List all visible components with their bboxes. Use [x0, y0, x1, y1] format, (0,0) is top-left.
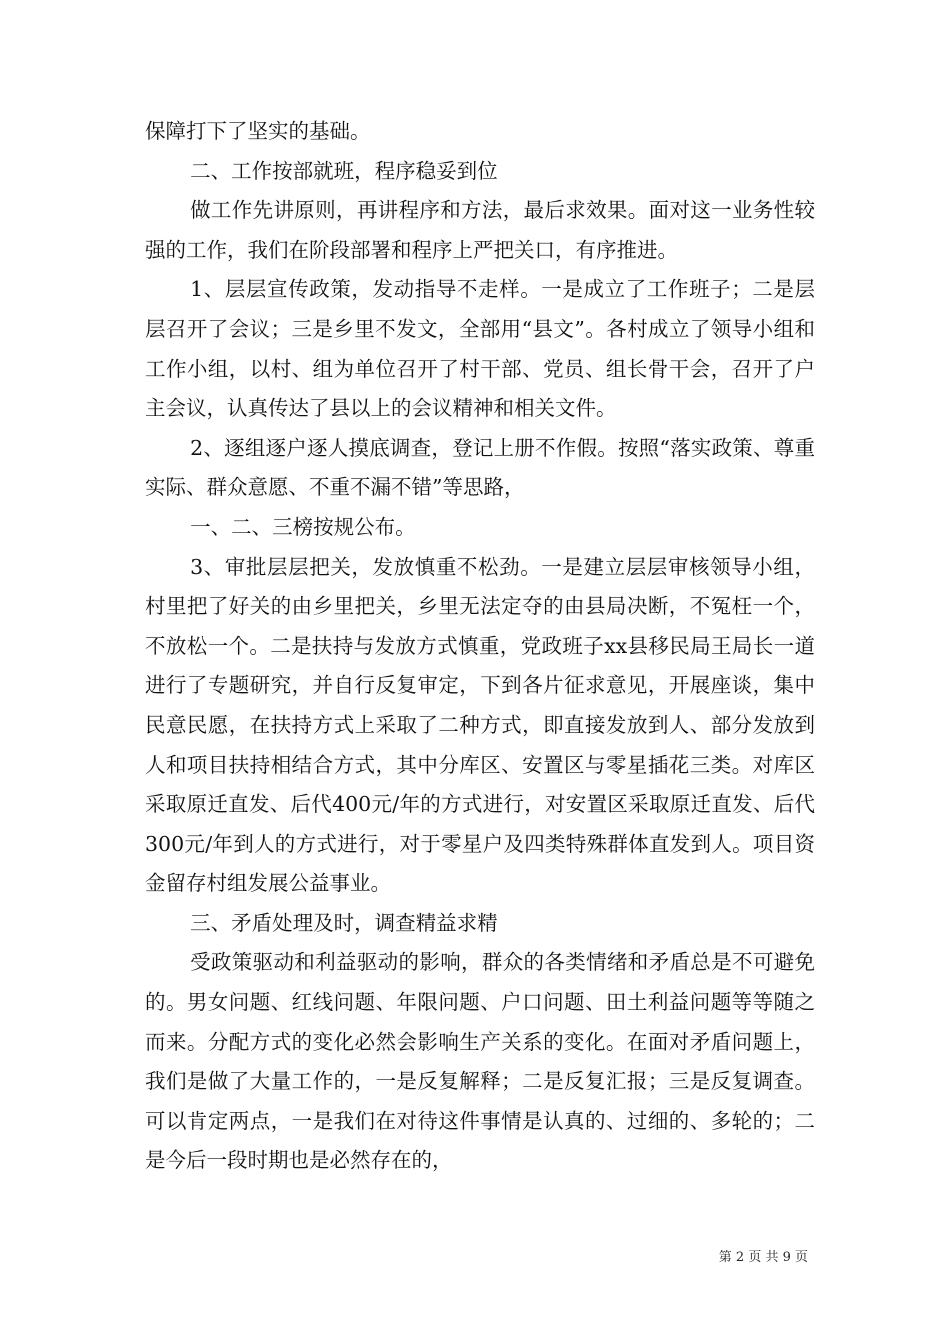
paragraph-5: 2、逐组逐户逐人摸底调查，登记上册不作假。按照“落实政策、尊重实际、群众意愿、不重不漏不错”等思路， — [145, 435, 815, 500]
section-heading-2: 二、工作按部就班，程序稳妥到位 — [190, 158, 498, 183]
page-number: 第 2 页 共 9 页 — [718, 1250, 808, 1265]
paragraph-6: 一、二、三榜按规公布。 — [190, 514, 416, 539]
paragraph-1: 保障打下了坚实的基础。 — [145, 119, 371, 143]
section-heading-3: 三、矛盾处理及时，调查精益求精 — [190, 910, 498, 935]
paragraph-9: 受政策驱动和利益驱动的影响，群众的各类情绪和矛盾总是不可避免的。男女问题、红线问题、年限问题、户口问题、田土利益问题等等随之而来。分配方式的变化必然会影响生产关系的变化。在面对矛盾问题上，我们是做了大量工作的，一是反复解释；二是反复汇报；三是反复调查。可以肯定两点，一是我们在对待这件事情是认真的、过细的、多轮的；二是今后一段时期也是必然存在的， — [145, 950, 815, 1173]
paragraph-3: 做工作先讲原则，再讲程序和方法，最后求效果。面对这一业务性较强的工作，我们在阶段部署和程序上严把关口，有序推进。 — [145, 198, 815, 262]
paragraph-4: 1、层层宣传政策，发动指导不走样。一是成立了工作班子；二是层层召开了会议；三是乡里不发文，全部用“县文”。各村成立了领导小组和工作小组，以村、组为单位召开了村干部、党员、组长骨干会，召开了户主会议，认真传达了县以上的会议精神和相关文件。 — [145, 277, 815, 421]
paragraph-7: 3、审批层层把关，发放慎重不松劲。一是建立层层审核领导小组，村里把了好关的由乡里把关，乡里无法定夺的由县局决断，不冤枉一个，不放松一个。二是扶持与发放方式慎重，党政班子xx县移民局王局长一道进行了专题研究，并自行反复审定，下到各片征求意见，开展座谈，集中民意民愿，在扶持方式上采取了二种方式，即直接发放到人、部分发放到人和项目扶持相结合方式，其中分库区、安置区与零星插花三类。对库区采取原迁直发、后代400元/年的方式进行，对安置区采取原迁直发、后代300元/年到人的方式进行，对于零星户及四类特殊群体直发到人。项目资金留存村组发展公益事业。 — [145, 554, 815, 896]
document-body — [145, 112, 815, 1181]
